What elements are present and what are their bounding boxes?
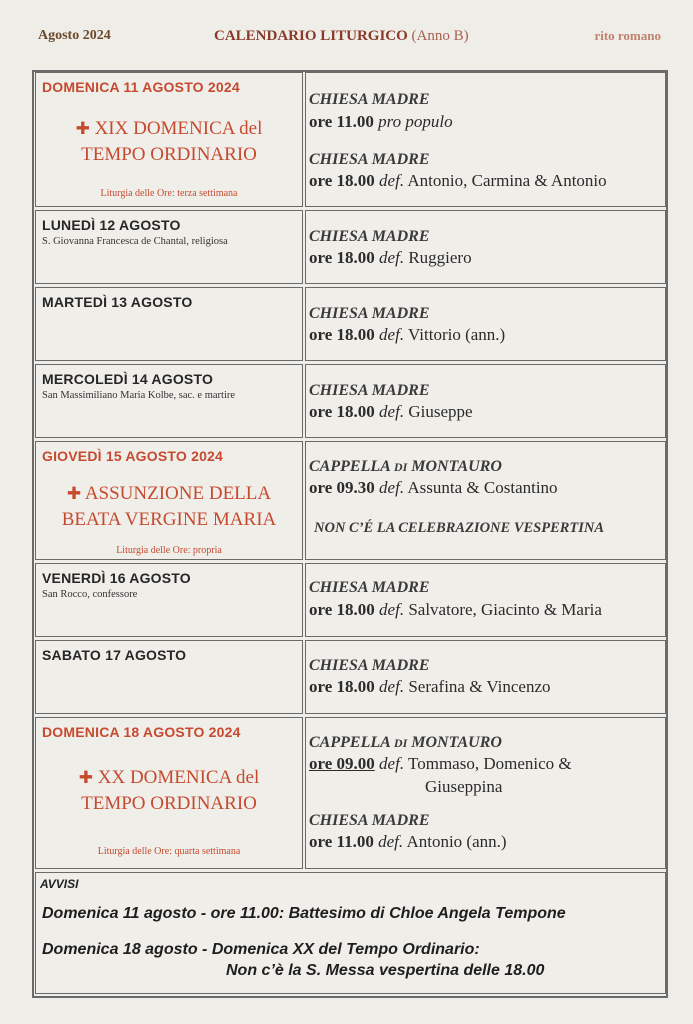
saint-name: San Rocco, confessore [42,589,138,600]
church-name: CAPPELLA DI MONTAURO [309,458,502,475]
church-name: CHIESA MADRE [309,579,430,596]
mass-line [309,677,551,697]
church-name: CAPPELLA DI MONTAURO [309,734,502,751]
mass-line [309,325,505,345]
church-name: CHIESA MADRE [309,151,430,168]
feast-title [36,481,302,532]
def-label: def. [379,402,405,421]
mass-names-continued: Giuseppina [425,777,503,796]
mass-names: Antonio (ann.) [406,832,507,851]
mass-cell-venerdi-16 [305,563,666,637]
mass-line [309,112,453,132]
day-title: DOMENICA 11 AGOSTO 2024 [42,79,240,95]
feast-line-2: TEMPO ORDINARIO [81,793,257,814]
church-name: CHIESA MADRE [309,228,430,245]
church-name: CHIESA MADRE [309,382,430,399]
saint-name: S. Giovanna Francesca de Chantal, religiosa [42,236,228,247]
mass-cell-domenica-18 [305,717,666,869]
header-month: Agosto 2024 [38,28,111,43]
church-name: CHIESA MADRE [309,812,430,829]
day-title: SABATO 17 AGOSTO [42,647,187,663]
day-title: DOMENICA 18 AGOSTO 2024 [42,724,241,740]
mass-time: ore 11.00 [309,112,374,131]
mass-time: ore 18.00 [309,677,375,696]
feast-line-2: BEATA VERGINE MARIA [61,509,277,530]
day-cell-lunedi-12 [35,210,303,284]
def-label: def. [379,600,405,619]
mass-line [309,754,572,774]
mass-time: ore 09.00 [309,754,375,773]
mass-names: Serafina & Vincenzo [408,677,551,696]
mass-names: Assunta & Costantino [407,478,558,497]
def-label: def. [379,248,405,267]
day-cell-martedi-13 [35,287,303,361]
mass-names: Giuseppe [408,402,473,421]
day-cell-domenica-11 [35,72,303,207]
church-name: CHIESA MADRE [309,91,430,108]
mass-names: Ruggiero [408,248,472,267]
def-label: def. [379,754,405,773]
header-rite: rito romano [594,28,661,43]
mass-time: ore 18.00 [309,600,375,619]
day-title: MERCOLEDÌ 14 AGOSTO [42,371,214,387]
feast-title [36,116,302,167]
day-title: MARTEDÌ 13 AGOSTO [42,294,193,310]
mass-time: ore 11.00 [309,832,374,851]
feast-line-1: XX DOMENICA del [97,767,260,788]
mass-line [309,600,602,620]
avviso-domenica-18: Domenica 18 agosto - Domenica XX del Tempo Ordinario: [42,941,480,958]
header-title-year: (Anno B) [411,28,469,44]
def-label: def. [378,832,404,851]
day-cell-mercoledi-14 [35,364,303,438]
mass-cell-lunedi-12 [305,210,666,284]
cross-icon: ✚ [78,768,93,788]
avvisi-title: AVVISI [40,877,79,891]
saint-name: San Massimiliano Maria Kolbe, sac. e martire [42,390,236,401]
feast-title [36,765,302,816]
mass-cell-mercoledi-14 [305,364,666,438]
day-cell-giovedi-15 [35,441,303,560]
feast-line-2: TEMPO ORDINARIO [81,144,257,165]
avviso-no-vespertina: Non c’è la S. Messa vespertina delle 18.00 [226,962,545,979]
def-label: def. [379,171,405,190]
mass-line [309,832,507,852]
header-title-main: CALENDARIO LITURGICO [214,28,408,44]
mass-time: ore 09.30 [309,478,375,497]
avviso-battesimo: Domenica 11 agosto - ore 11.00: Battesimo di Chloe Angela Tempone [42,905,566,922]
notice-no-evening-mass: NON C’É LA CELEBRAZIONE VESPERTINA [314,520,605,536]
mass-cell-sabato-17 [305,640,666,714]
liturgy-note: Liturgia delle Ore: quarta settimana [97,846,241,857]
mass-time: ore 18.00 [309,402,375,421]
avvisi-box [35,872,666,994]
mass-line [309,171,607,191]
liturgy-note: Liturgia delle Ore: terza settimana [100,188,238,199]
day-cell-venerdi-16 [35,563,303,637]
mass-names: Antonio, Carmina & Antonio [407,171,607,190]
mass-line [309,248,472,268]
church-name: CHIESA MADRE [309,657,430,674]
header-title [214,28,469,45]
mass-names: Salvatore, Giacinto & Maria [408,600,602,619]
day-title: LUNEDÌ 12 AGOSTO [42,217,181,233]
cross-icon: ✚ [66,484,82,504]
mass-time: ore 18.00 [309,325,375,344]
def-label: def. [379,478,405,497]
feast-line-1: ASSUNZIONE DELLA [84,483,272,504]
day-cell-domenica-18 [35,717,303,869]
mass-cell-domenica-11 [305,72,666,207]
mass-cell-martedi-13 [305,287,666,361]
mass-cell-giovedi-15 [305,441,666,560]
mass-names: Tommaso, Domenico & [408,754,572,773]
def-label: def. [379,677,405,696]
mass-names: Vittorio (ann.) [408,325,506,344]
day-title: VENERDÌ 16 AGOSTO [42,570,191,586]
mass-time: ore 18.00 [309,171,375,190]
day-title: GIOVEDÌ 15 AGOSTO 2024 [42,448,224,464]
feast-line-1: XIX DOMENICA del [94,118,263,139]
def-label: def. [379,325,405,344]
mass-line [309,478,558,498]
mass-line [309,402,473,422]
liturgy-note: Liturgia delle Ore: propria [116,545,222,556]
church-name: CHIESA MADRE [309,305,430,322]
day-cell-sabato-17 [35,640,303,714]
mass-intention: pro populo [378,112,453,131]
mass-time: ore 18.00 [309,248,375,267]
cross-icon: ✚ [75,119,90,139]
